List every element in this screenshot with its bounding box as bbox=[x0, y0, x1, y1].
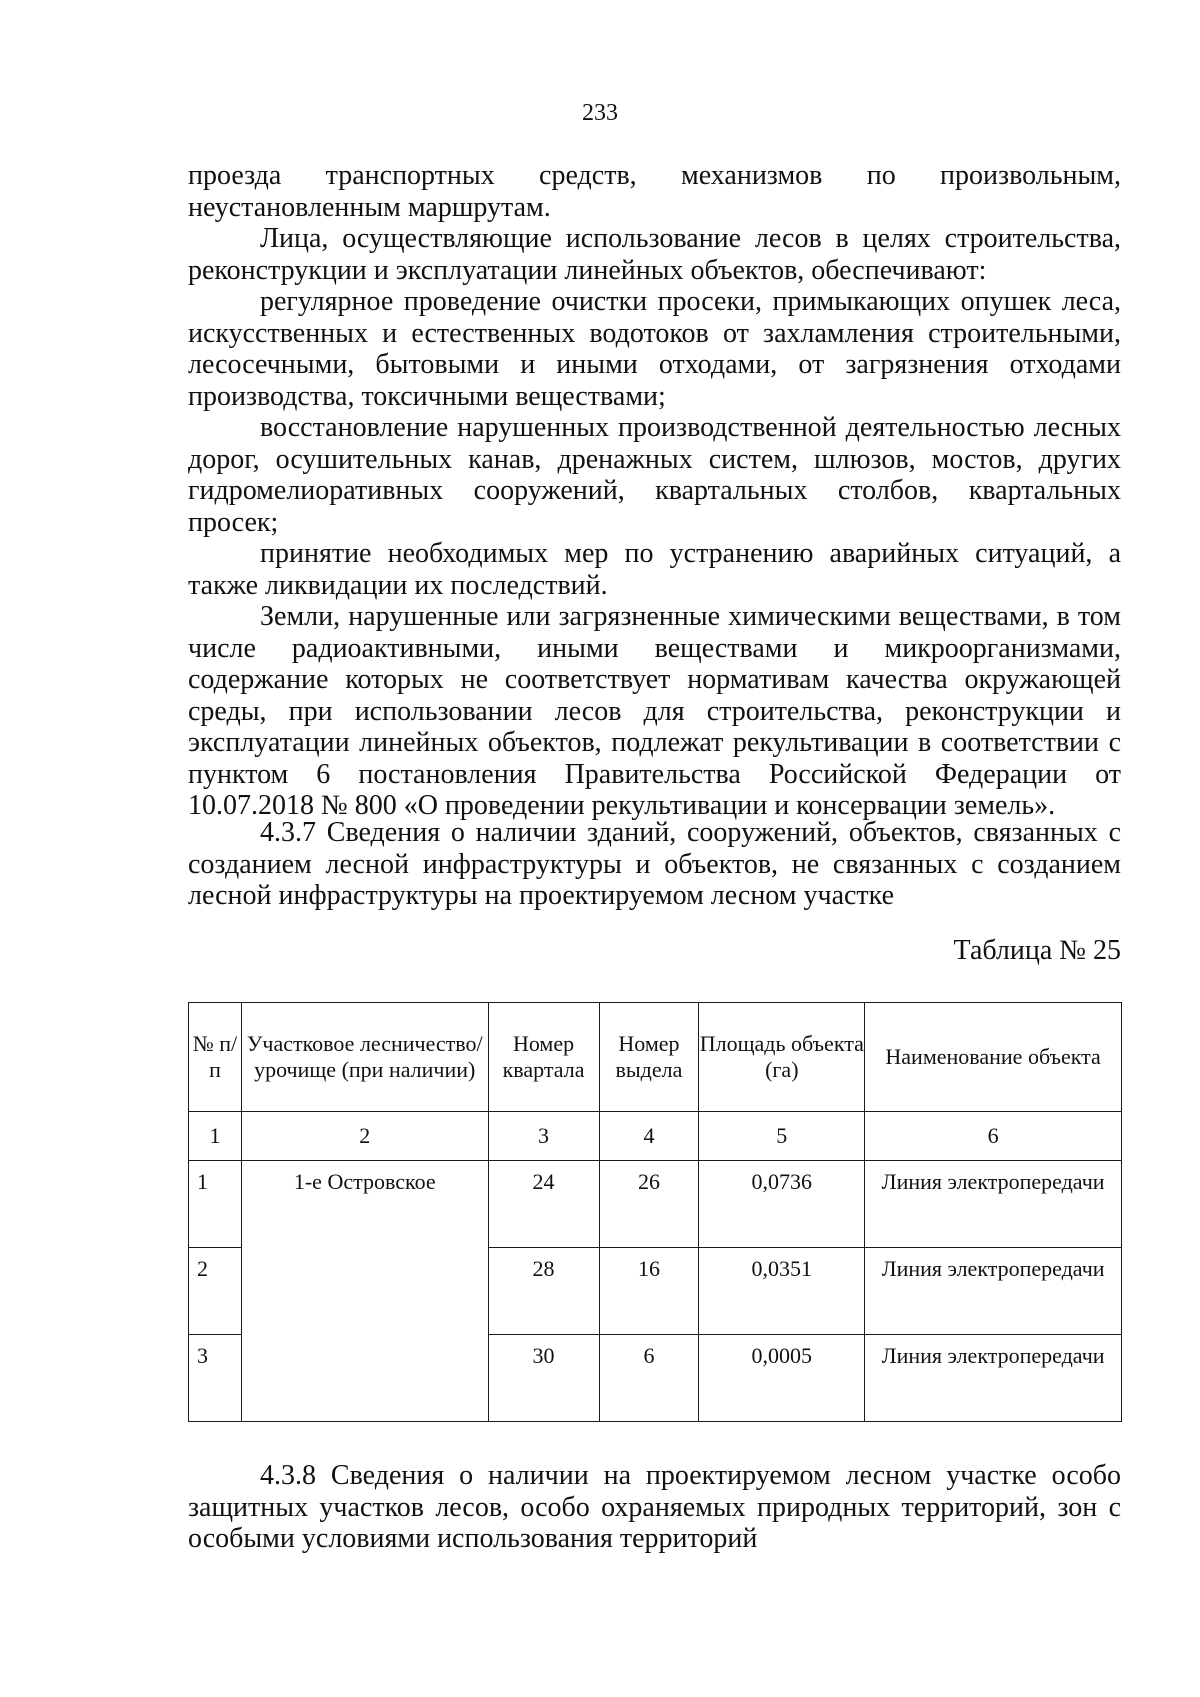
cell-area: 0,0736 bbox=[699, 1161, 865, 1248]
column-number-cell: 5 bbox=[699, 1112, 865, 1161]
column-number-cell: 4 bbox=[599, 1112, 699, 1161]
header-cell-quarter: Номер квартала bbox=[488, 1003, 599, 1112]
paragraph: проезда транспортных средств, механизмов по произвольным, неустановленным маршрутам. bbox=[188, 160, 1121, 223]
table-header-row bbox=[189, 1003, 1122, 1112]
cell-object-name: Линия электропередачи bbox=[865, 1248, 1122, 1335]
cell-plot: 16 bbox=[599, 1248, 699, 1335]
header-cell-number: № п/п bbox=[189, 1003, 242, 1112]
cell-quarter: 28 bbox=[488, 1248, 599, 1335]
table-row bbox=[189, 1161, 1122, 1248]
objects-table bbox=[188, 1002, 1122, 1422]
cell-number: 1 bbox=[189, 1161, 242, 1248]
cell-area: 0,0351 bbox=[699, 1248, 865, 1335]
column-number-cell: 2 bbox=[241, 1112, 488, 1161]
cell-forestry: 1-е Островское bbox=[241, 1161, 488, 1422]
header-cell-plot: Номер выдела bbox=[599, 1003, 699, 1112]
column-number-cell: 1 bbox=[189, 1112, 242, 1161]
column-number-cell: 6 bbox=[865, 1112, 1122, 1161]
cell-plot: 6 bbox=[599, 1335, 699, 1422]
section-heading-4-3-8 bbox=[188, 1460, 1121, 1555]
cell-quarter: 24 bbox=[488, 1161, 599, 1248]
cell-object-name: Линия электропередачи bbox=[865, 1161, 1122, 1248]
header-cell-forestry: Участковое лесничество/урочище (при наличии) bbox=[241, 1003, 488, 1112]
cell-object-name: Линия электропередачи bbox=[865, 1335, 1122, 1422]
cell-area: 0,0005 bbox=[699, 1335, 865, 1422]
header-cell-area: Площадь объекта (га) bbox=[699, 1003, 865, 1112]
column-number-cell: 3 bbox=[488, 1112, 599, 1161]
section-heading-text: 4.3.7 Сведения о наличии зданий, сооружений, объектов, связанных с созданием лесной инфраструктуры и объектов, не связанных с созданием лесной инфраструктуры на проектируемом лесном участке bbox=[188, 817, 1121, 911]
paragraph: принятие необходимых мер по устранению аварийных ситуаций, а также ликвидации их последствий. bbox=[188, 538, 1121, 601]
table-caption: Таблица № 25 bbox=[953, 935, 1121, 966]
page-number: 233 bbox=[582, 100, 618, 126]
body-text-top bbox=[188, 160, 1121, 822]
cell-quarter: 30 bbox=[488, 1335, 599, 1422]
section-heading-4-3-7 bbox=[188, 817, 1121, 912]
paragraph: Лица, осуществляющие использование лесов в целях строительства, реконструкции и эксплуатации линейных объектов, обеспечивают: bbox=[188, 223, 1121, 286]
paragraph: регулярное проведение очистки просеки, примыкающих опушек леса, искусственных и естественных водотоков от захламления строительными, лесосечными, бытовыми и иными отходами, от загрязнения отходами производства, токсичными веществами; bbox=[188, 286, 1121, 412]
section-heading-text: 4.3.8 Сведения о наличии на проектируемом лесном участке особо защитных участков лесов, особо охраняемых природных территорий, зон с особыми условиями использования территорий bbox=[188, 1460, 1121, 1554]
cell-number: 2 bbox=[189, 1248, 242, 1335]
paragraph: Земли, нарушенные или загрязненные химическими веществами, в том числе радиоактивными, иными веществами и микроорганизмами, содержание которых не соответствует нормативам качества окружающей среды, при использовании лесов для строительства, реконструкции и эксплуатации линейных объектов, подлежат рекультивации в соответствии с пунктом 6 постановления Правительства Российской Федерации от 10.07.2018 № 800 «О проведении рекультивации и консервации земель». bbox=[188, 601, 1121, 821]
cell-plot: 26 bbox=[599, 1161, 699, 1248]
header-cell-object-name: Наименование объекта bbox=[865, 1003, 1122, 1112]
column-number-row bbox=[189, 1112, 1122, 1161]
paragraph: восстановление нарушенных производственной деятельностью лесных дорог, осушительных канав, дренажных систем, шлюзов, мостов, других гидромелиоративных сооружений, квартальных столбов, квартальных просек; bbox=[188, 412, 1121, 538]
cell-number: 3 bbox=[189, 1335, 242, 1422]
